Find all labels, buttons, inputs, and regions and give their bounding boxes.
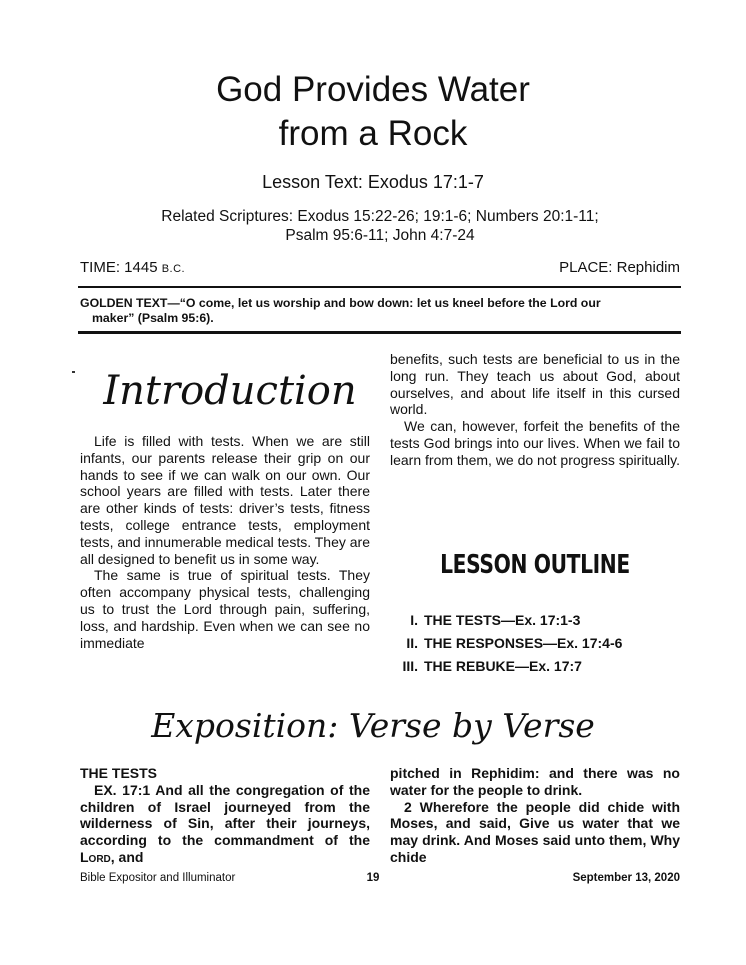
section-title: THE TESTS <box>80 765 158 781</box>
outline-item <box>398 655 622 678</box>
intro-paragraph-3: We can, however, forfeit the benefits of the tests God brings into our lives. When we fail to learn from them, we do not progress spiritually. <box>390 418 680 468</box>
place-label: PLACE: Rephidim <box>559 259 680 276</box>
introduction-column-1 <box>80 433 370 651</box>
introduction-column-2 <box>390 351 680 469</box>
divider-top <box>78 286 681 288</box>
footer-date: September 13, 2020 <box>572 872 680 884</box>
introduction-heading: Introduction <box>103 368 357 414</box>
exposition-heading: Exposition: Verse by Verse <box>151 706 595 745</box>
lord-small-caps: Lord <box>80 848 111 865</box>
footer-page-number: 19 <box>366 872 380 884</box>
lesson-outline-heading: LESSON OUTLINE <box>440 550 630 580</box>
verse-2: 2 Wherefore the people did chide with Moses, and said, Give us water that we may drink. And Moses said unto them, Why chide <box>390 798 680 865</box>
outline-item <box>398 632 622 655</box>
outline-text: THE TESTS—Ex. 17:1-3 <box>424 612 581 628</box>
exposition-column-2 <box>390 765 680 866</box>
intro-paragraph-2: The same is true of spiritual tests. They often accompany physical tests, challenging us to trust the Lord through pain, suffering, loss, and hardship. Even when we can see no immediate <box>80 567 370 651</box>
outline-item <box>398 609 622 632</box>
golden-text-line-1: GOLDEN TEXT—“O come, let us worship and bow down: let us kneel before the Lord our <box>80 296 601 310</box>
outline-number: III. <box>402 658 418 674</box>
outline-number: I. <box>410 612 418 628</box>
intro-paragraph-1: Life is filled with tests. When we are still infants, our parents release their grip on our hands to see if we can walk on our own. Our school years are filled with tests. Later there are other kinds of tests: driver’s tests, fitness tests, college entrance tests, employment tests, and innumerable medical tests. They are all designed to benefit us in some way. <box>80 433 371 567</box>
intro-continuation: benefits, such tests are beneficial to us in the long run. They teach us about God, about ourselves, and about life itself in this cursed world. <box>390 351 680 418</box>
time-era: B.C. <box>161 263 186 275</box>
time-text: TIME: 1445 <box>80 259 162 276</box>
verse-1 <box>80 782 370 866</box>
outline-text: THE REBUKE—Ex. 17:7 <box>424 658 582 674</box>
golden-text-line-2: maker” (Psalm 95:6). <box>92 311 214 325</box>
page-title <box>0 68 746 156</box>
related-line-2: Psalm 95:6-11; John 4:7-24 <box>285 227 475 244</box>
time-label <box>80 259 185 276</box>
related-scriptures <box>60 207 700 245</box>
lesson-text: Lesson Text: Exodus 17:1-7 <box>262 172 484 192</box>
related-line-1: Related Scriptures: Exodus 15:22-26; 19:1-6; Numbers 20:1-11; <box>161 208 599 225</box>
verse-1-continuation: pitched in Rephidim: and there was no water for the people to drink. <box>390 765 680 798</box>
golden-text <box>80 296 678 326</box>
stray-mark <box>72 371 75 373</box>
exposition-column-1 <box>80 765 370 866</box>
title-line-2: from a Rock <box>278 114 468 153</box>
verse-1-text: EX. 17:1 And all the congregation of the children of Israel journeyed from the wilderness of Sin, after their journeys, according to the commandment of the <box>80 781 370 849</box>
divider-bottom <box>78 331 681 334</box>
outline-number: II. <box>406 635 418 651</box>
lesson-outline-list <box>398 609 622 678</box>
title-line-1: God Provides Water <box>216 70 530 109</box>
footer-publication: Bible Expositor and Illuminator <box>80 872 236 884</box>
outline-text: THE RESPONSES—Ex. 17:4-6 <box>424 635 623 651</box>
verse-1-end: , and <box>110 848 144 865</box>
